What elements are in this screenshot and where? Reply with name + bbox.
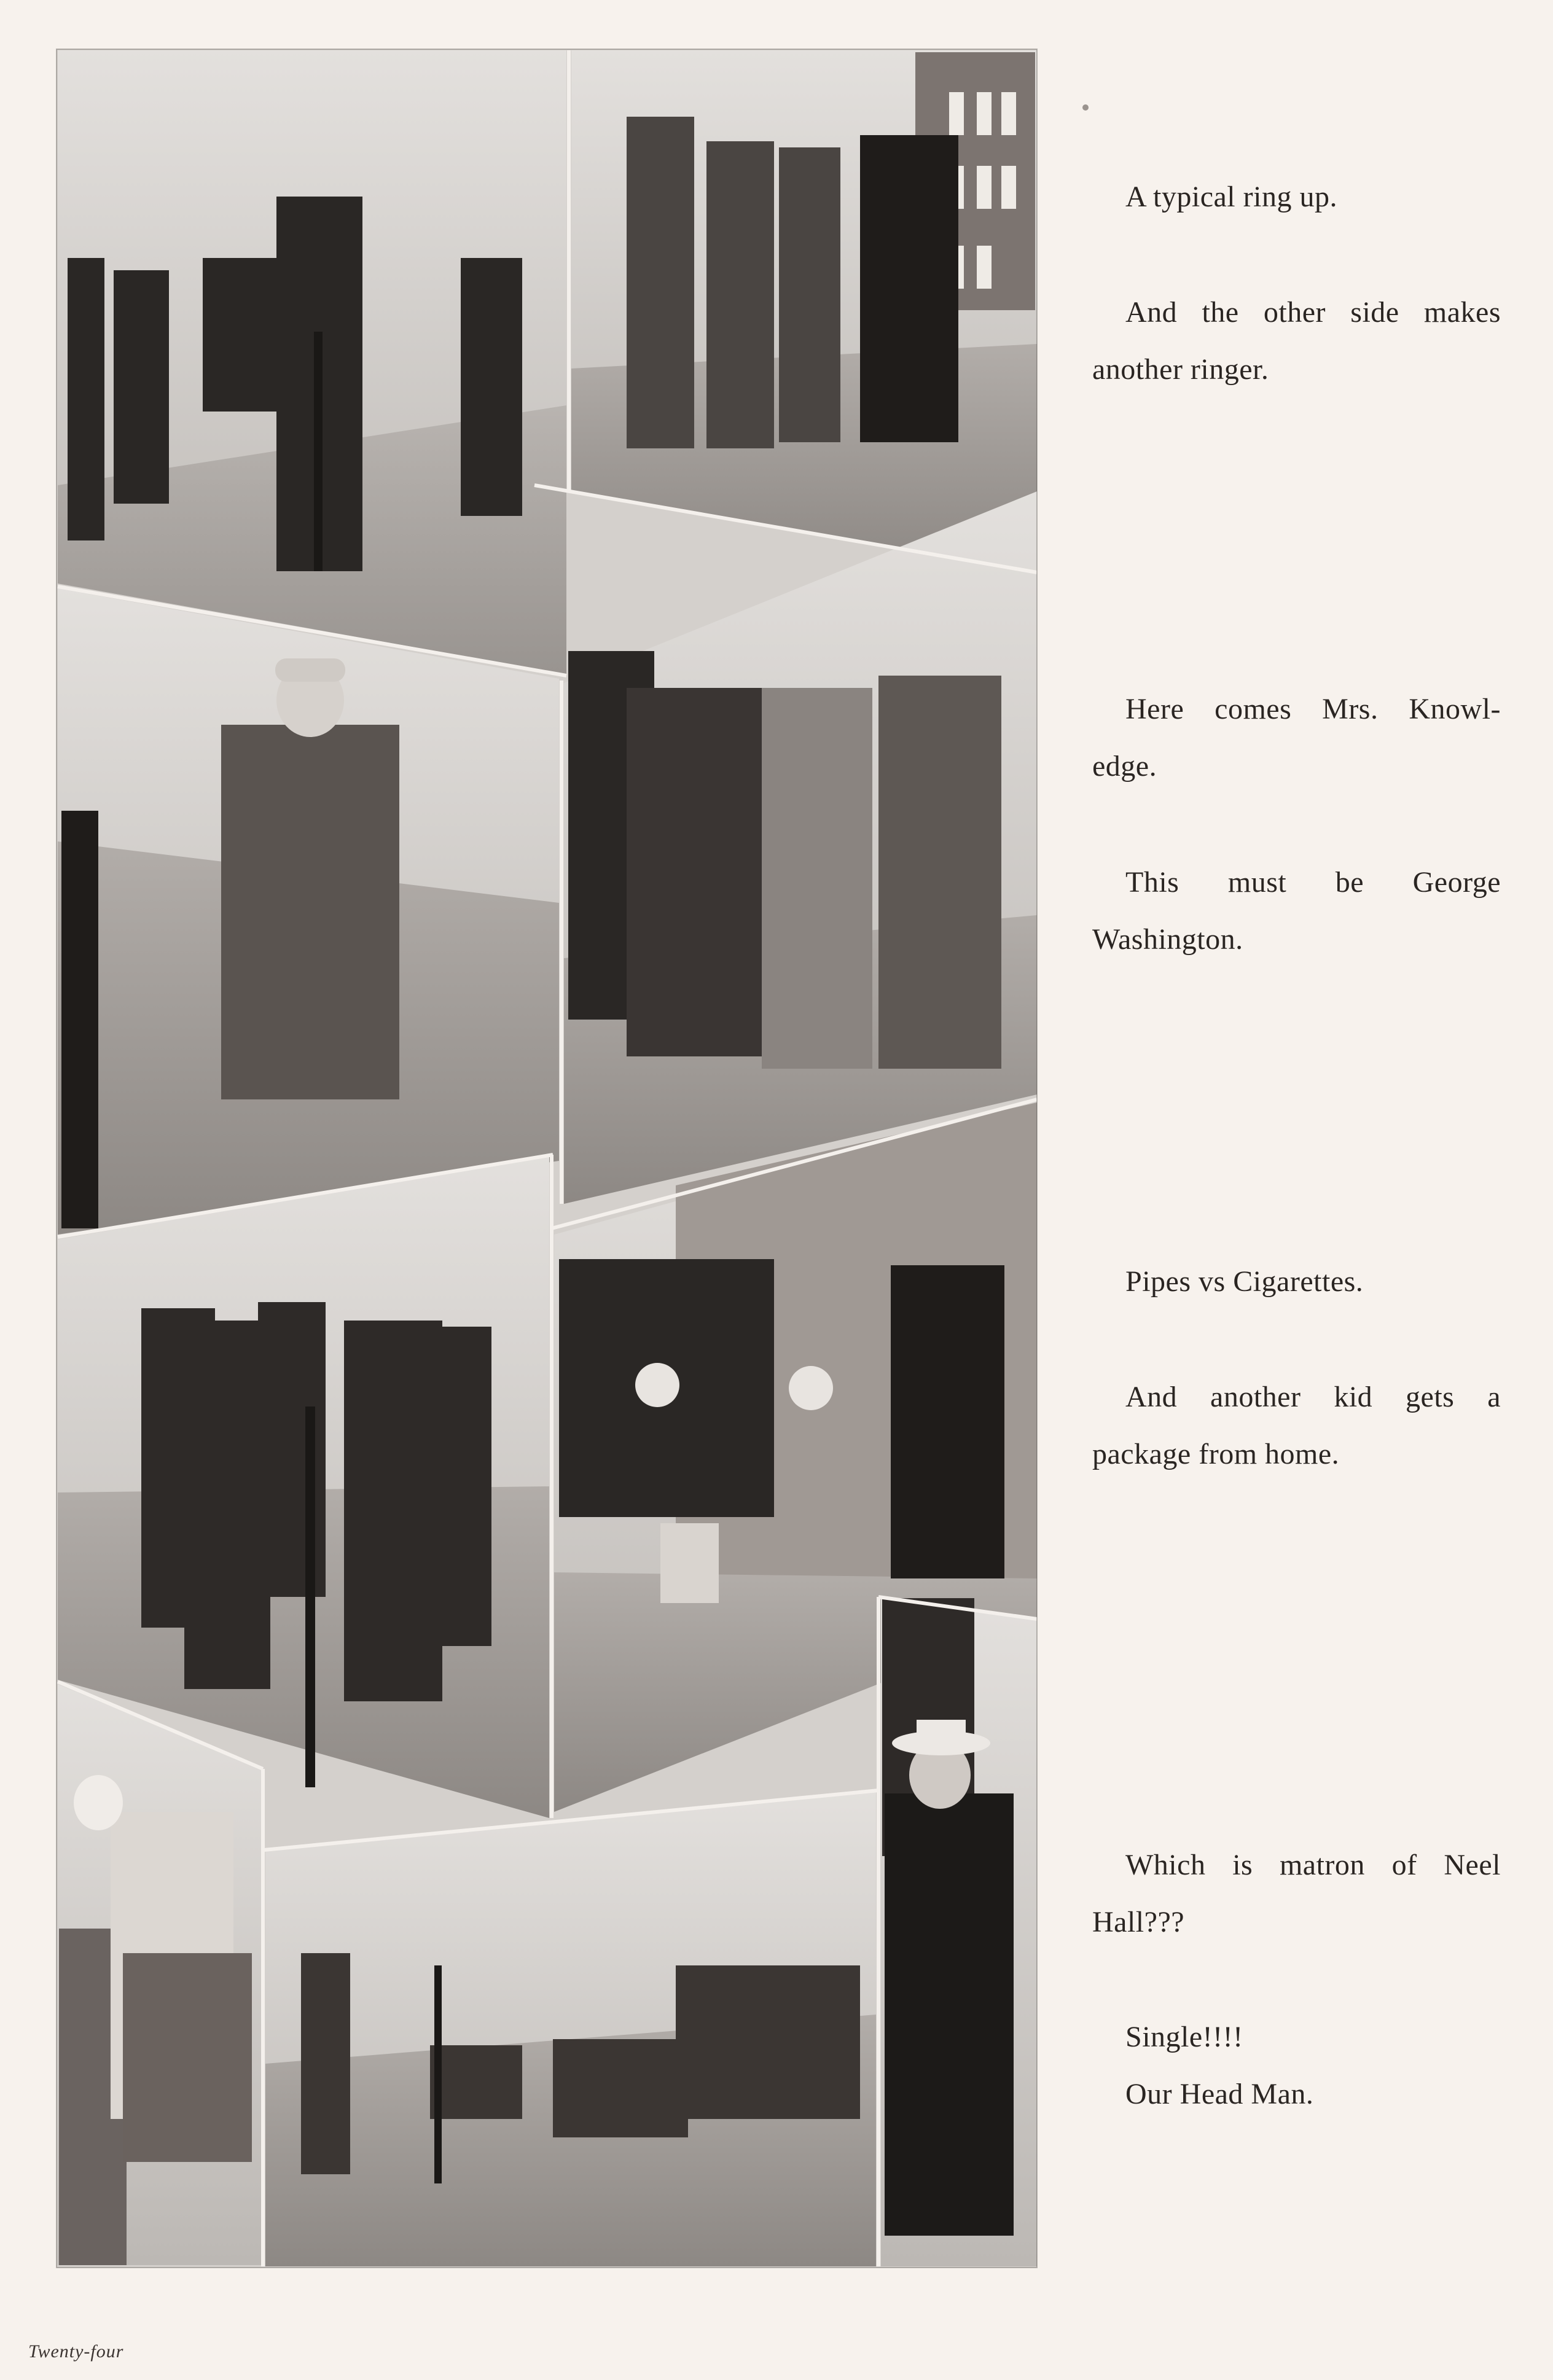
caption-matron-neel-hall: Which is matron of Neel Hall??? [1092,1849,1501,1938]
caption-another-ringer: And the other side makes another ringer. [1092,296,1501,386]
caption-head-man: Our Head Man. [1125,2078,1314,2110]
photo-mrs-knowledge [58,588,559,1235]
caption-george-washington: This must be George Washington. [1092,866,1501,956]
caption-package-from-home: And another kid gets a package from home. [1092,1381,1501,1470]
ink-speck [1082,104,1089,111]
photo-matron [58,1684,261,2265]
caption-single: Single!!!! [1125,2021,1243,2053]
photo-head-man [881,1597,1037,2266]
photo-another-ringer [571,50,1037,571]
caption-mrs-knowledge: Here comes Mrs. Knowl- edge. [1092,693,1501,782]
photo-ring-up [58,50,566,674]
page-number: Twenty-four [28,2341,124,2362]
caption-pipes-vs-cigarettes: Pipes vs Cigarettes. [1125,1265,1364,1298]
caption-typical-ring-up: A typical ring up. [1125,181,1337,213]
photo-single [265,1792,876,2266]
